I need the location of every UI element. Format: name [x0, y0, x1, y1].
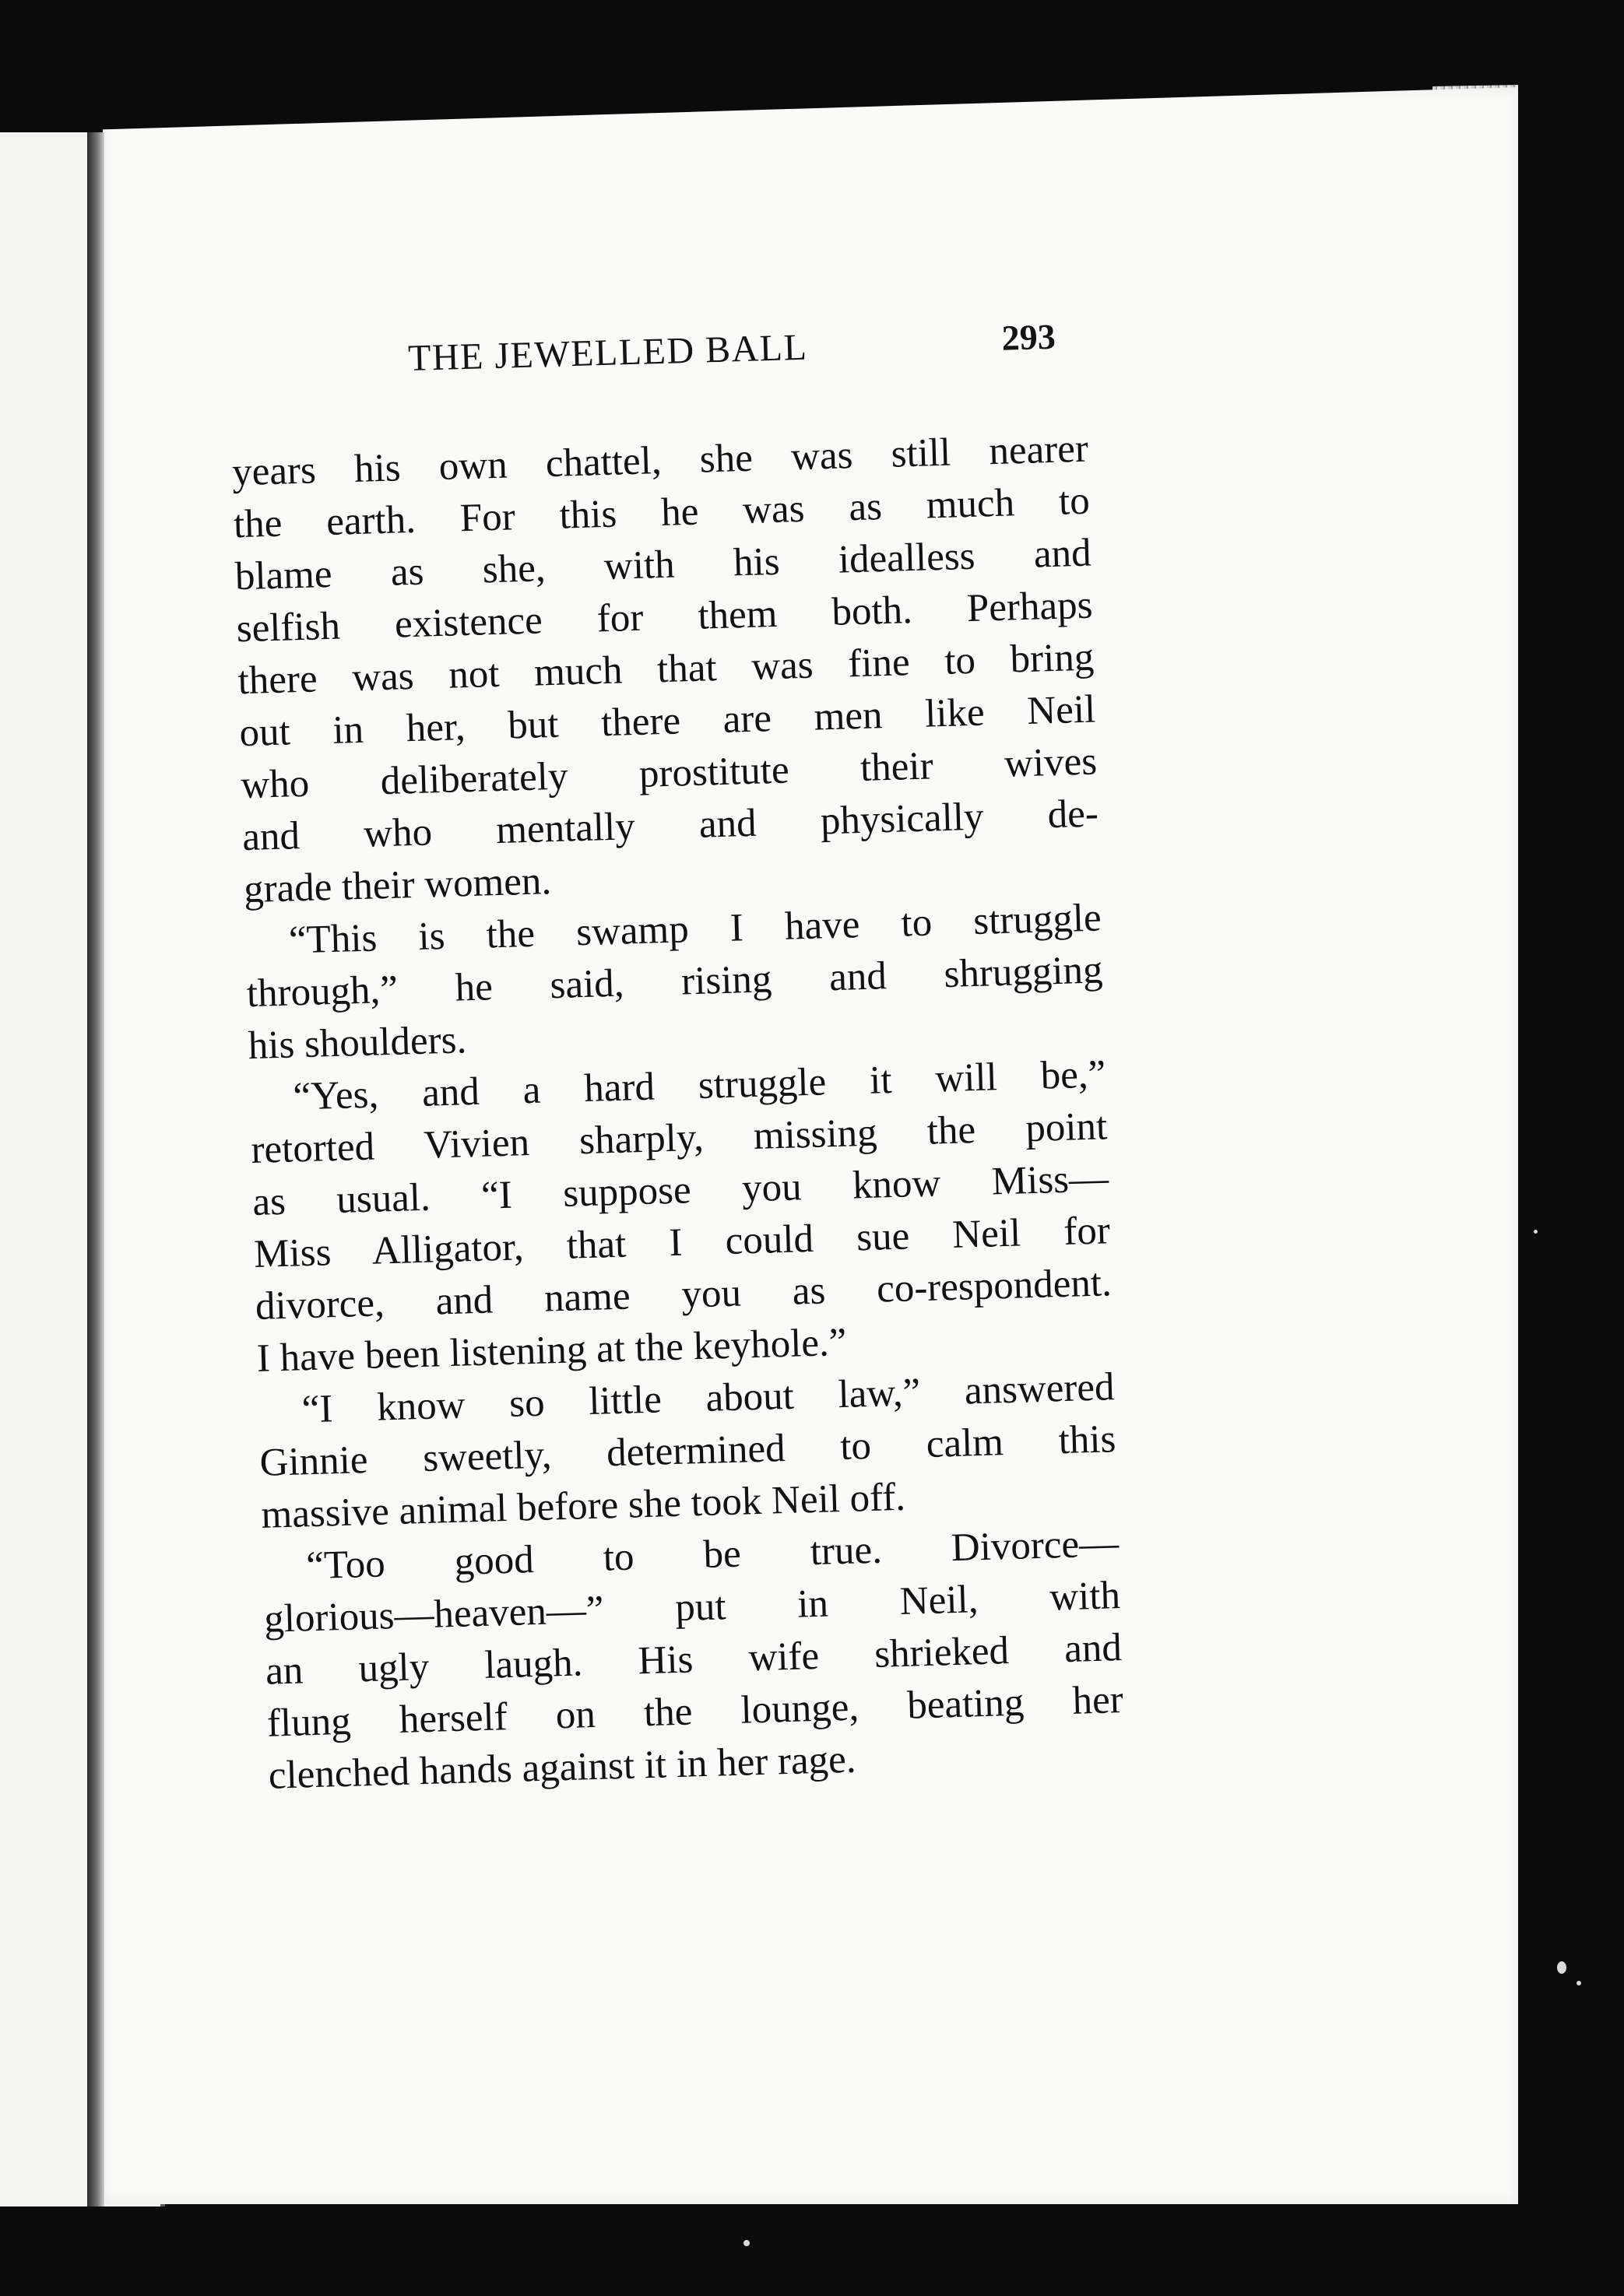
text-line: “Yes, and a hard struggle it will be,”	[292, 1052, 1106, 1119]
text-line: through,” he said, rising and shrugging	[246, 948, 1104, 1016]
text-line: the earth. For this he was as much to	[233, 479, 1091, 547]
dust-speck	[1577, 1981, 1581, 1985]
text-line: an ugly laugh. His wife shrieked and	[265, 1626, 1123, 1694]
text-line: flung herself on the lounge, beating her	[266, 1678, 1124, 1746]
text-line: Ginnie sweetly, determined to calm this	[258, 1417, 1117, 1485]
dust-speck	[1534, 1230, 1538, 1234]
text-line: I have been listening at the keyhole.”	[256, 1320, 848, 1381]
text-line: Miss Alligator, that I could sue Neil for	[253, 1209, 1111, 1276]
text-line: “I know so little about law,” answered	[301, 1365, 1116, 1432]
running-head: THE JEWELLED BALL	[407, 326, 809, 379]
text-line: and who mentally and physically de-	[241, 792, 1099, 860]
body-text	[231, 423, 1125, 1803]
dust-speck	[743, 2240, 750, 2246]
text-line: selfish existence for them both. Perhaps	[236, 583, 1094, 651]
text-line: out in her, but there are men like Neil	[238, 687, 1096, 756]
text-line: years his own chattel, she was still nearer	[231, 427, 1089, 495]
text-line: who deliberately prostitute their wives	[240, 739, 1098, 808]
text-line: as usual. “I suppose you know Miss—	[251, 1157, 1109, 1224]
dust-speck	[1557, 1961, 1566, 1974]
page-number: 293	[1001, 316, 1056, 358]
text-line: retorted Vivien sharply, missing the point	[250, 1104, 1108, 1173]
text-line: “This is the swamp I have to struggle	[288, 896, 1102, 963]
text-line: blame as she, with his idealless and	[234, 531, 1092, 599]
text-line: there was not much that was fine to bring	[237, 635, 1095, 704]
text-line: divorce, and name you as co-respondent.	[255, 1261, 1113, 1329]
text-line: massive animal before she took Neil off.	[260, 1475, 906, 1537]
text-line: grade their women.	[243, 859, 552, 912]
text-line: his shoulders.	[247, 1018, 467, 1069]
text-line: glorious—heaven—” put in Neil, with	[263, 1574, 1121, 1641]
text-line: “Too good to be true. Divorce—	[305, 1522, 1120, 1589]
text-line: clenched hands against it in her rage.	[268, 1737, 857, 1798]
